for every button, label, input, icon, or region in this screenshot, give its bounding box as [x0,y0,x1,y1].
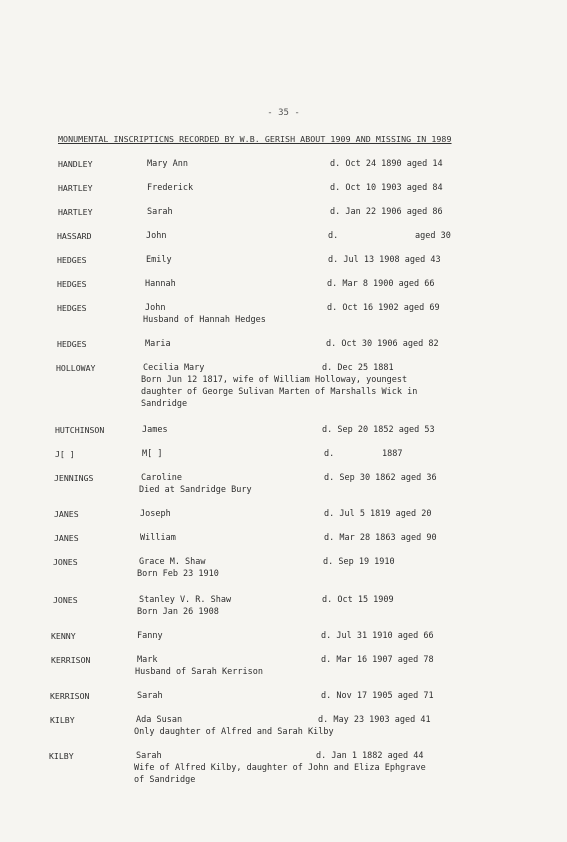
given-name: Sarah [137,691,163,701]
given-name: Hannah [145,279,176,289]
inscription-note: daughter of George Sulivan Marten of Marshalls Wick in [141,387,418,397]
surname: J[ ] [55,449,75,459]
surname: HOLLOWAY [56,363,96,373]
given-name: John [146,231,167,241]
given-name: Stanley V. R. Shaw [139,595,232,605]
surname: KILBY [49,751,74,761]
death-date: d. Jul 31 1910 aged 66 [321,631,434,641]
given-name: Joseph [140,509,171,519]
surname: JENNINGS [54,473,94,483]
given-name: James [142,425,168,435]
surname: HEDGES [57,279,87,289]
given-name: Sarah [147,207,173,217]
surname: HARTLEY [58,183,93,193]
inscription-note: Husband of Sarah Kerrison [135,667,263,677]
inscription-note: Born Jun 12 1817, wife of William Holloway, youngest [141,375,408,385]
inscription-note: Born Feb 23 1910 [137,569,219,579]
given-name: William [140,533,176,543]
inscription-note: Husband of Hannah Hedges [143,315,266,325]
death-date: d. Sep 19 1910 [323,557,395,567]
inscription-note: Wife of Alfred Kilby, daughter of John and Eliza Ephgrave [134,763,426,773]
surname: KERRISON [51,655,91,665]
death-date: d. Dec 25 1881 [322,363,394,373]
surname: HASSARD [57,231,92,241]
surname: KILBY [50,715,75,725]
surname: JONES [53,595,78,605]
death-date: d. Mar 28 1863 aged 90 [324,533,437,543]
death-date: d. Oct 10 1903 aged 84 [330,183,443,193]
death-date: d. Oct 15 1909 [322,595,394,605]
surname: HANDLEY [58,159,93,169]
given-name: Mary Ann [147,159,188,169]
death-date: d. Sep 20 1852 aged 53 [322,425,435,435]
page-number: - 35 - [267,108,300,118]
surname: JONES [53,557,78,567]
death-date: d. Oct 24 1890 aged 14 [330,159,443,169]
death-date: d. Nov 17 1905 aged 71 [321,691,434,701]
given-name: John [145,303,166,313]
death-date: d. Oct 16 1902 aged 69 [327,303,440,313]
death-date: d. [324,449,335,459]
given-name: Maria [145,339,171,349]
surname: HUTCHINSON [55,425,105,435]
given-name: Frederick [147,183,194,193]
given-name: Ada Susan [136,715,183,725]
surname: HEDGES [57,255,87,265]
age: aged 30 [415,231,451,241]
given-name: Sarah [136,751,162,761]
inscription-note: Born Jan 26 1908 [137,607,219,617]
given-name: Fanny [137,631,163,641]
death-date: d. Mar 16 1907 aged 78 [321,655,434,665]
surname: KENNY [51,631,76,641]
death-date: d. Oct 30 1906 aged 82 [326,339,439,349]
page-heading: MONUMENTAL INSCRIPTICNS RECORDED BY W.B. GERISH ABOUT 1909 AND MISSING IN 1989 [58,134,452,144]
surname: KERRISON [50,691,90,701]
death-date: d. Jul 13 1908 aged 43 [328,255,441,265]
given-name: Cecilia Mary [143,363,205,373]
death-date: d. May 23 1903 aged 41 [318,715,431,725]
inscription-note: of Sandridge [134,775,196,785]
given-name: M[ ] [142,449,163,459]
surname: HEDGES [57,339,87,349]
death-year: 1887 [382,449,403,459]
death-date: d. Jan 1 1882 aged 44 [316,751,424,761]
inscription-note: Only daughter of Alfred and Sarah Kilby [134,727,334,737]
death-date: d. Jul 5 1819 aged 20 [324,509,432,519]
surname: JANES [54,509,79,519]
death-date: d. [328,231,339,241]
inscription-note: Died at Sandridge Bury [139,485,252,495]
surname: HEDGES [57,303,87,313]
given-name: Caroline [141,473,182,483]
death-date: d. Sep 30 1862 aged 36 [324,473,437,483]
surname: JANES [54,533,79,543]
inscription-note: Sandridge [141,399,188,409]
given-name: Mark [137,655,158,665]
given-name: Grace M. Shaw [139,557,206,567]
death-date: d. Jan 22 1906 aged 86 [330,207,443,217]
given-name: Emily [146,255,172,265]
surname: HARTLEY [58,207,93,217]
death-date: d. Mar 8 1900 aged 66 [327,279,435,289]
